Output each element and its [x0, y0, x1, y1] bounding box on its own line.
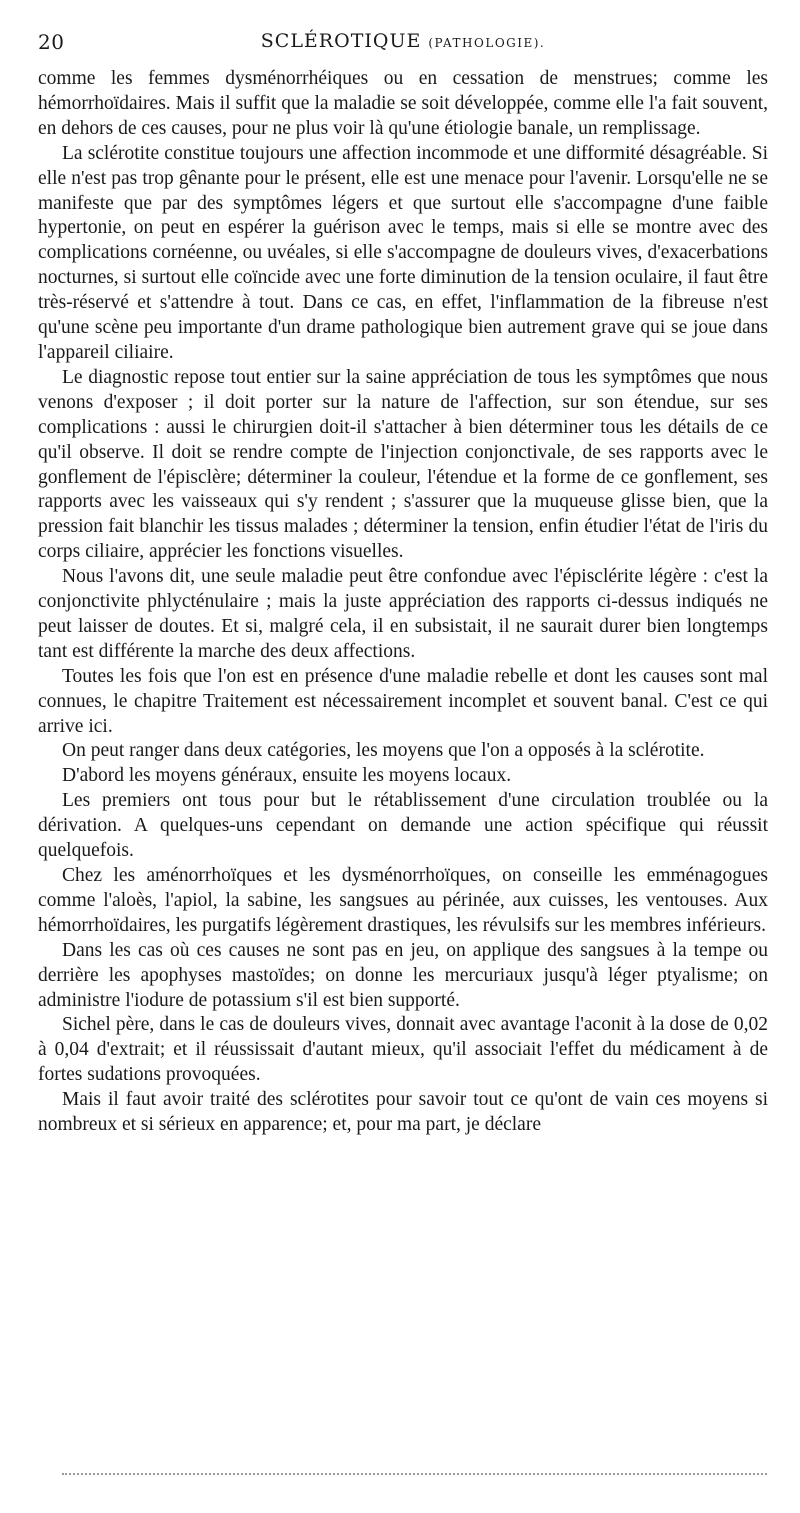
running-head-section: (PATHOLOGIE). — [428, 36, 546, 50]
paragraph: Dans les cas où ces causes ne sont pas en jeu, on applique des sangsues à la tempe ou derrière les apophyses mastoïdes; on donne les mercuriaux jusqu'à léger ptyalisme; on administre l'iodure de potassium s'il est bien supporté. — [38, 939, 768, 1011]
paragraph: Les premiers ont tous pour but le rétablissement d'une circulation troublée ou la dérivation. A quelques-uns cependant on demande une action spécifique qui réussit quelquefois. — [38, 790, 768, 862]
paragraph: Sichel père, dans le cas de douleurs vives, donnait avec avantage l'aconit à la dose de 0,02 à 0,04 d'extrait; et il réussissait d'autant mieux, qu'il associait l'effet du médicament à de fortes sudations provoquées. — [38, 1014, 768, 1086]
paragraph: comme les femmes dysménorrhéiques ou en cessation de menstrues; comme les hémorrhoïdaires. Mais il suffit que la maladie se soit développée, comme elle l'a fait souvent, en dehors de ces causes, pour ne plus voir là qu'une étiologie banale, un remplissage. — [38, 68, 768, 139]
page-header — [38, 30, 768, 56]
page-number: 20 — [38, 30, 65, 54]
paragraph: Chez les aménorrhoïques et les dysménorrhoïques, on conseille les emménagogues comme l'aloès, l'apiol, la sabine, les sangsues au périnée, aux cuisses, les ventouses. Aux hémorrhoïdaires, les purgatifs légèrement drastiques, les révulsifs sur les membres inférieurs. — [38, 865, 768, 936]
paragraph: Mais il faut avoir traité des sclérotites pour savoir tout ce qu'ont de vain ces moyens si nombreux et si sérieux en apparence; et, pour ma part, je déclare — [38, 1089, 768, 1136]
paragraph: On peut ranger dans deux catégories, les moyens que l'on a opposés à la sclérotite. — [62, 740, 705, 762]
paragraph: La sclérotite constitue toujours une affection incommode et une difformité désagréable. Si elle n'est pas trop gênante pour le présent, elle est une menace pour l'avenir. Lorsqu'elle ne se manifeste que par des symptômes légers et que surtout elle s'accompagne d'une faible hypertonie, on peut en espérer la guérison avec le temps, mais si elle se montre avec des complications cornéenne, ou uvéales, si elle s'accompagne de douleurs vives, d'exacerbations nocturnes, si surtout elle coïncide avec une forte diminution de la tension oculaire, il faut être très-réservé et s'attendre à tout. Dans ce cas, en effet, l'inflammation de la fibreuse n'est qu'une scène peu importante d'un drame pathologique bien autrement grave qui se joue dans l'appareil ciliaire. — [38, 142, 768, 363]
running-head — [38, 30, 768, 52]
body-text — [38, 67, 768, 1138]
paragraph: Toutes les fois que l'on est en présence d'une maladie rebelle et dont les causes sont mal connues, le chapitre Traitement est nécessairement incomplet et souvent banal. C'est ce qui arrive ici. — [38, 665, 768, 737]
footer-dotted-rule — [62, 1473, 767, 1475]
paragraph: Nous l'avons dit, une seule maladie peut être confondue avec l'épisclérite légère : c'est la conjonctivite phlycténulaire ; mais la juste appréciation des rapports ci-dessus indiqués ne peut laisser de doutes. Et si, malgré cela, il en subsistait, il ne saurait durer bien longtemps tant est différente la marche des deux affections. — [38, 566, 768, 662]
paragraph: D'abord les moyens généraux, ensuite les moyens locaux. — [62, 765, 512, 787]
running-head-title: SCLÉROTIQUE — [260, 30, 422, 52]
paragraph: Le diagnostic repose tout entier sur la saine appréciation de tous les symptômes que nous venons d'exposer ; il doit porter sur la nature de l'affection, sur son étendue, sur ses complications : aussi le chirurgien doit-il s'attacher à bien déterminer tous les détails de ce qu'il observe. Il doit se rendre compte de l'injection conjonctivale, de ses rapports avec le gonflement de l'épisclère; déterminer la couleur, l'étendue et la forme de ce gonflement, ses rapports avec les vaisseaux qui s'y rendent ; s'assurer que la muqueuse glisse bien, que la pression fait blanchir les tissus malades ; déterminer la tension, enfin étudier l'état de l'iris du corps ciliaire, apprécier les fonctions visuelles. — [38, 366, 768, 563]
